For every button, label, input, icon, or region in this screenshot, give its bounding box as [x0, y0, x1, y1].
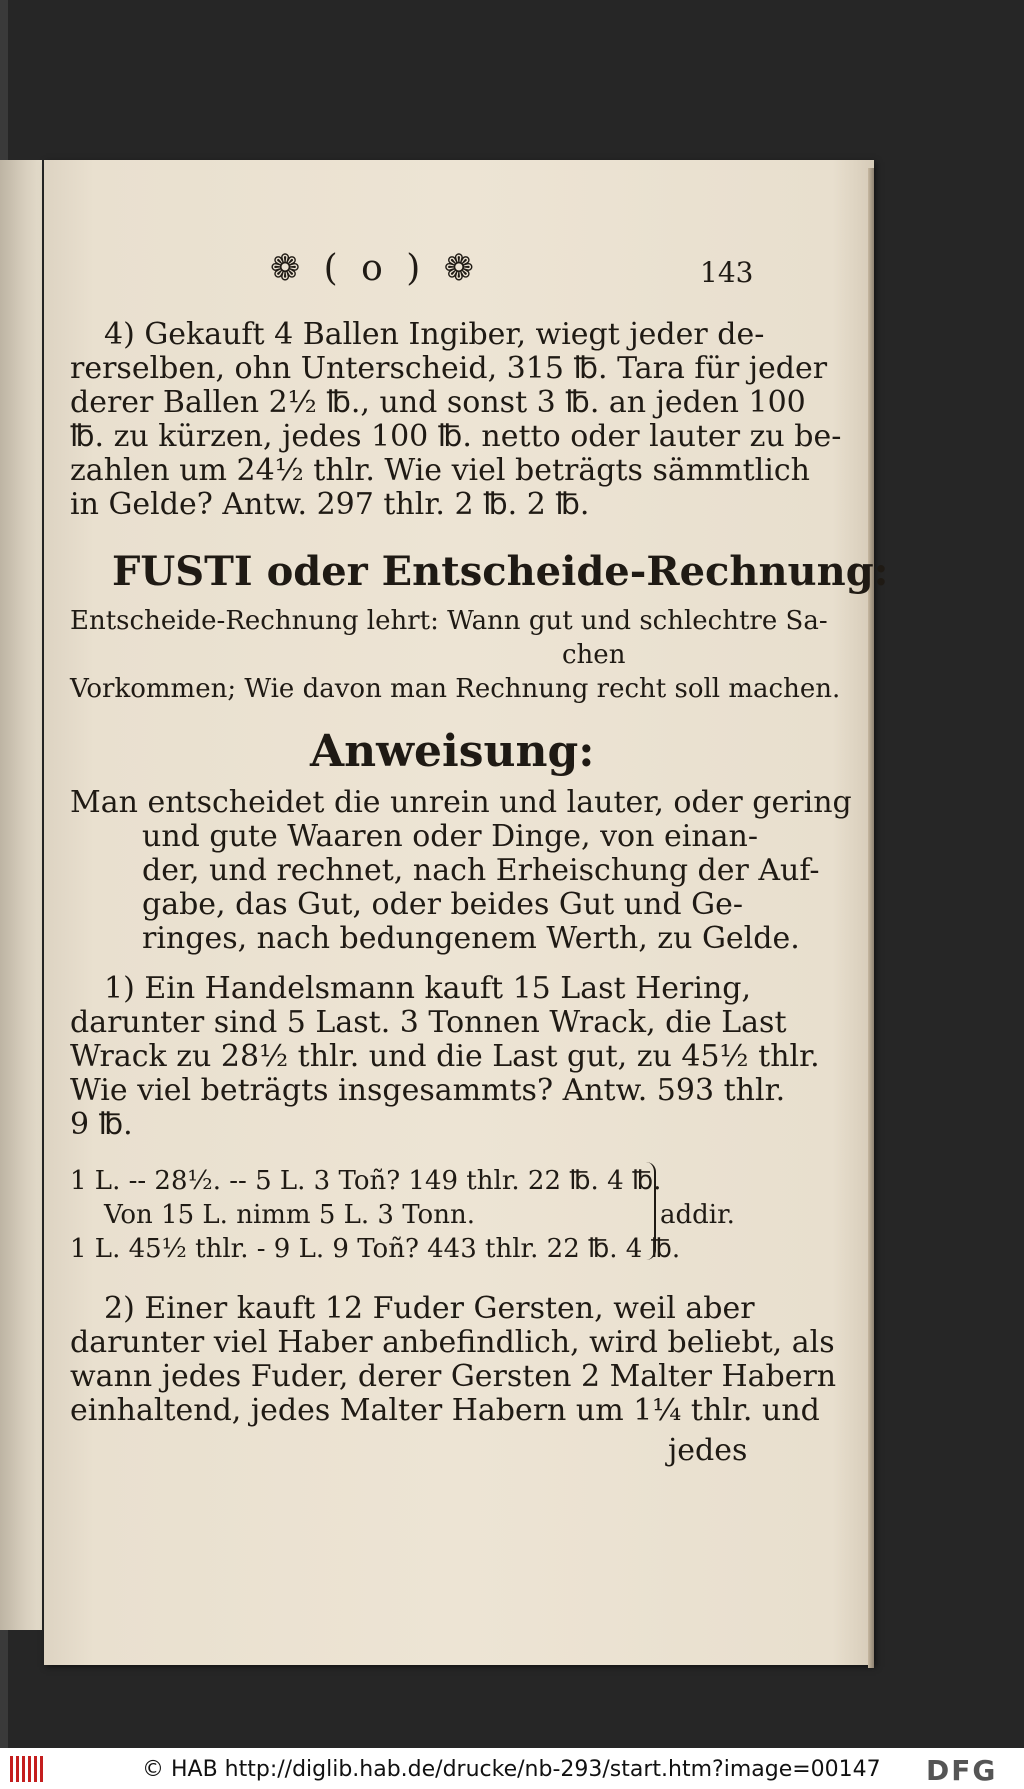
- dfg-logo: DFG: [926, 1754, 998, 1787]
- para2-line-4: einhaltend, jedes Malter Habern um 1¼ thlr. und: [70, 1393, 820, 1428]
- para1-line-4: Wie viel beträgts insgesammts? Antw. 593 thlr.: [70, 1073, 786, 1108]
- para1-line-3: Wrack zu 28½ thlr. und die Last gut, zu 45½ thlr.: [70, 1039, 820, 1074]
- para1-line-5: 9 ℔.: [70, 1107, 133, 1142]
- para2-line-2: darunter viel Haber anbefindlich, wird beliebt, als: [70, 1325, 835, 1360]
- para4-line-2: rerselben, ohn Unterscheid, 315 ℔. Tara für jeder: [70, 351, 828, 386]
- header-mark: ( o ): [323, 248, 427, 289]
- calc-line-2: Von 15 L. nimm 5 L. 3 Tonn.: [104, 1200, 475, 1230]
- calc-label: addir.: [660, 1200, 735, 1230]
- page-number: 143: [700, 256, 754, 289]
- para2-line-1: 2) Einer kauft 12 Fuder Gersten, weil aber: [104, 1291, 755, 1326]
- subheading: Anweisung:: [310, 726, 595, 777]
- hab-logo-icon: [10, 1756, 46, 1782]
- calc-brace: [640, 1162, 656, 1260]
- instruction-line-5: ringes, nach bedungenem Werth, zu Gelde.: [142, 921, 800, 956]
- intro-line-3: Vorkommen; Wie davon man Rechnung recht soll machen.: [70, 674, 841, 704]
- para4-line-4: ℔. zu kürzen, jedes 100 ℔. netto oder lauter zu be-: [70, 419, 842, 454]
- instruction-line-4: gabe, das Gut, oder beides Gut und Ge-: [142, 887, 744, 922]
- ornament-right-icon: ❁: [443, 248, 480, 289]
- para4-line-1: 4) Gekauft 4 Ballen Ingiber, wiegt jeder de-: [104, 317, 765, 352]
- calc-line-3: 1 L. 45½ thlr. - 9 L. 9 Toñ? 443 thlr. 22 ℔. 4 ℔.: [70, 1234, 681, 1264]
- running-header: [270, 248, 480, 289]
- para1-line-1: 1) Ein Handelsmann kauft 15 Last Hering,: [104, 971, 752, 1006]
- instruction-line-1: Man entscheidet die unrein und lauter, oder gering: [70, 785, 852, 820]
- instruction-line-2: und gute Waaren oder Dinge, von einan-: [142, 819, 758, 854]
- footer-link[interactable]: © HAB http://diglib.hab.de/drucke/nb-293/start.htm?image=00147: [142, 1757, 881, 1782]
- para4-line-5: zahlen um 24½ thlr. Wie viel beträgts sämmtlich: [70, 453, 810, 488]
- para4-line-6: in Gelde? Antw. 297 thlr. 2 ℔. 2 ℔.: [70, 487, 590, 522]
- footer-bar: [0, 1748, 1024, 1789]
- catchword: jedes: [668, 1433, 748, 1468]
- intro-line-2: chen: [562, 640, 626, 670]
- para4-line-3: derer Ballen 2½ ℔., und sonst 3 ℔. an jeden 100: [70, 385, 806, 420]
- ornament-left-icon: ❁: [270, 248, 307, 289]
- facing-page-edge: [0, 160, 42, 1630]
- para2-line-3: wann jedes Fuder, derer Gersten 2 Malter Habern: [70, 1359, 837, 1394]
- section-title: FUSTI oder Entscheide-Rechnung:: [112, 548, 889, 595]
- page-fore-edge: [868, 168, 874, 1668]
- intro-line-1: Entscheide-Rechnung lehrt: Wann gut und schlechtre Sa-: [70, 606, 828, 636]
- instruction-line-3: der, und rechnet, nach Erheischung der Auf-: [142, 853, 820, 888]
- para1-line-2: darunter sind 5 Last. 3 Tonnen Wrack, die Last: [70, 1005, 787, 1040]
- calc-line-1: 1 L. -- 28½. -- 5 L. 3 Toñ? 149 thlr. 22 ℔. 4 ℔.: [70, 1166, 662, 1196]
